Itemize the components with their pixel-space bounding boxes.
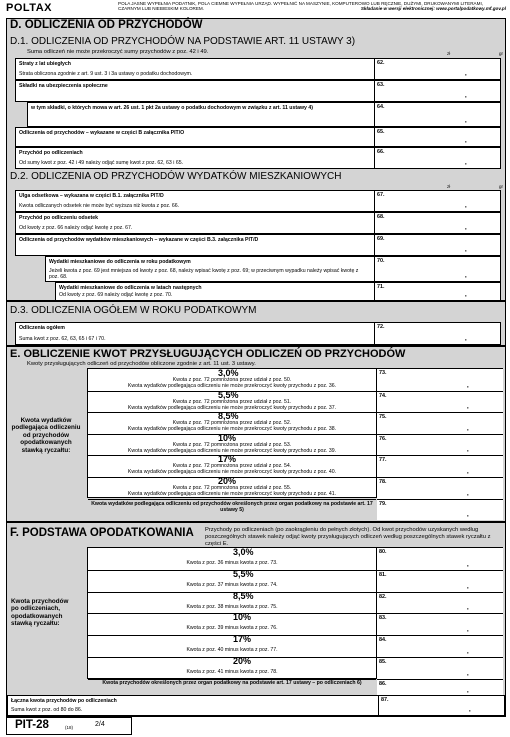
rate-label: 17% [218, 454, 237, 465]
section-d2-title: D.2. ODLICZENIA OD PRZYCHODÓW WYDATKÓW MIESZKANIOWYCH [10, 171, 342, 182]
section-d1-title: D.1. ODLICZENIA OD PRZYCHODÓW NA PODSTAWIE ART. 11 USTAWY 3) [10, 36, 356, 47]
rate-formula: Kwota z poz. 72 pomnożona przez udział z poz. 55. [172, 485, 292, 491]
field-row-63 [15, 80, 501, 102]
amount-field-67[interactable]: 67. , [374, 191, 500, 211]
row-divider [88, 570, 376, 571]
zl-label: zł [447, 51, 451, 56]
amount-field[interactable]: 80. , [377, 548, 503, 570]
page-number: 2/4 [95, 721, 105, 728]
form-code: PIT-28 [15, 719, 49, 731]
notice-text: POLA JASNE WYPEŁNIA PODATNIK, POLA CIEMNE WYPEŁNIA URZĄD. WYPEŁNIĆ NA MASZYNIE, KOMPUTEROWO LUB RĘCZNIE, DUŻYMI, DRUKOWANYMI LITERAMI, CZARNYM LUB NIEBIESKIM KOLOREM. [118, 1, 484, 12]
rate-formula: Kwota z poz. 72 pomnożona przez udział z poz. 51. [172, 398, 292, 405]
row-69-label: Odliczenia od przychodów wydatków mieszkaniowych – wykazane w części B.3. załącznika PIT/D [19, 237, 259, 243]
rate-limit: Kwota wydatków podlegająca odliczeniu nie może przekroczyć kwoty przychodu z poz. 39. [127, 447, 337, 454]
rate-label: 3,0% [233, 547, 254, 557]
field-row-72 [15, 322, 501, 345]
row-66-label: Przychód po odliczeniach [19, 150, 83, 156]
row-87-label: Łączna kwota przychodów po odliczeniach [11, 698, 117, 704]
row-divider [88, 499, 376, 500]
rate-formula: Kwota z poz. 41 minus kwota z poz. 78. [186, 669, 278, 675]
rate-limit: Kwota wydatków podlegająca odliczeniu nie może przekroczyć kwoty przychodu z poz. 41. [127, 491, 337, 497]
amount-field-66[interactable]: 66. , [374, 148, 500, 168]
row-divider [88, 592, 376, 593]
section-e-rates [87, 368, 377, 514]
row-67-label: Ulga odsetkowa – wykazana w części B.1. załącznika PIT/D [19, 193, 164, 199]
rate-formula: Kwota z poz. 37 minus kwota z poz. 74. [186, 581, 278, 588]
row-87-note: Suma kwot z poz. od 80 do 86. [11, 707, 83, 713]
row-71-label: Wydatki mieszkaniowe do odliczenia w latach następnych [59, 285, 202, 291]
form-header [0, 0, 510, 18]
last-f-label: Kwota przychodów określonych przez organ podatkowy na podstawie art. 17 ustawy – po odliczeniach 6) [102, 679, 362, 686]
amount-field-86[interactable]: 86. , [377, 679, 503, 696]
section-d [6, 18, 506, 301]
amount-field[interactable]: 78. , [377, 477, 503, 499]
section-f [6, 522, 506, 717]
field-row-65 [15, 127, 501, 147]
amount-field[interactable]: 83. , [377, 613, 503, 635]
field-row-67 [15, 190, 501, 212]
rate-label: 10% [233, 612, 252, 623]
amount-field[interactable]: 77. , [377, 455, 503, 477]
row-67-note: Kwota odliczanych odsetek nie może być wyższa niż kwota z poz. 66. [19, 203, 180, 209]
section-e-title: E. OBLICZENIE KWOT PRZYSŁUGUJĄCYCH ODLICZEŃ OD PRZYCHODÓW [10, 348, 406, 360]
field-row-69 [15, 234, 501, 256]
rate-limit: Kwota wydatków podlegająca odliczeniu nie może przekroczyć kwoty przychodu z poz. 36. [127, 383, 337, 389]
amount-field-62[interactable]: 62. , [374, 59, 500, 79]
row-70-label: Wydatki mieszkaniowe do odliczenia w roku podatkowym [49, 259, 191, 265]
rate-label: 10% [218, 432, 237, 443]
rate-label: 17% [233, 634, 252, 645]
field-row-71 [55, 282, 501, 301]
section-f-title: F. PODSTAWA OPODATKOWANIA [10, 527, 194, 539]
amount-field[interactable]: 84. , [377, 635, 503, 657]
row-62-note: Strata obliczona zgodnie z art. 9 ust. 3 i 3a ustawy o podatku dochodowym. [19, 71, 193, 77]
rate-label: 8,5% [233, 590, 254, 601]
section-d1-note: Suma odliczeń nie może przekroczyć sumy przychodów z poz. 42 i 49. [27, 49, 209, 55]
section-e-left-label: Kwota wydatków podlegająca odliczeniu od przychodów opodatkowanych stawką ryczałtu: [11, 417, 81, 454]
fill-notice [118, 1, 506, 12]
row-63-label: Składki na ubezpieczenia społeczne [19, 83, 108, 89]
field-row-87 [7, 695, 505, 716]
field-row-62 [15, 58, 501, 80]
field-row-64 [27, 102, 501, 127]
section-e-note: Kwoty przysługujących odliczeń od przychodów obliczone zgodnie z art. 11 ust. 3 ustawy. [27, 361, 256, 367]
section-f-amounts [377, 547, 503, 695]
amount-field[interactable]: 82. , [377, 592, 503, 614]
row-72-note: Suma kwot z poz. 62, 63, 65 i 67 i 70. [19, 336, 106, 342]
amount-field[interactable]: 85. , [377, 657, 503, 679]
row-72-label: Odliczenia ogółem [19, 325, 65, 331]
row-divider [88, 635, 376, 636]
rate-limit: Kwota wydatków podlegająca odliczeniu nie może przekroczyć kwoty przychodu z poz. 40. [127, 469, 337, 476]
row-64-label: w tym składki, o których mowa w art. 26 ust. 1 pkt 2a ustawy o podatku dochodowym w związku z art. 11 ustawy 4) [31, 105, 313, 111]
rate-formula: Kwota z poz. 36 minus kwota z poz. 73. [186, 560, 278, 566]
row-68-note: Od kwoty z poz. 66 należy odjąć kwotę z poz. 67. [19, 225, 133, 231]
rate-formula: Kwota z poz. 72 pomnożona przez udział z poz. 54. [172, 463, 292, 470]
rate-limit: Kwota wydatków podlegająca odliczeniu nie może przekroczyć kwoty przychodu z poz. 37. [127, 404, 337, 411]
amount-field-72[interactable]: 72. , [374, 323, 500, 344]
amount-field[interactable]: 75. , [377, 412, 503, 434]
rate-formula: Kwota z poz. 72 pomnożona przez udział z poz. 50. [172, 377, 292, 383]
amount-field-69[interactable]: 69. , [374, 235, 500, 255]
amount-field[interactable]: 73. , [377, 369, 503, 391]
last-e-label: Kwota wydatków podlegająca odliczeniu od przychodów określonych przez organ podatkowy na podstawie art. 17 ustawy 5) [91, 500, 373, 514]
amount-field[interactable]: 74. , [377, 391, 503, 413]
form-footer [6, 717, 132, 735]
rate-formula: Kwota z poz. 39 minus kwota z poz. 76. [186, 625, 278, 632]
rate-formula: Kwota z poz. 40 minus kwota z poz. 77. [186, 647, 278, 654]
row-66-note: Od sumy kwot z poz. 42 i 49 należy odjąć sumę kwot z poz. 62, 63 i 65. [19, 160, 184, 166]
row-68-label: Przychód po odliczeniu odsetek [19, 215, 98, 221]
row-62-label: Straty z lat ubiegłych [19, 61, 71, 67]
field-row-68 [15, 212, 501, 234]
section-d-title: D. ODLICZENIA OD PRZYCHODÓW [10, 19, 203, 31]
zl-label: zł [447, 184, 451, 189]
amount-field-87[interactable]: 87. , [378, 696, 504, 715]
row-71-note: Od kwoty z poz. 69 należy odjąć kwotę z poz. 70. [59, 292, 173, 298]
rate-label: 3,0% [218, 368, 239, 378]
rate-label: 8,5% [218, 411, 239, 422]
amount-field-71[interactable]: 71. , [374, 283, 500, 300]
section-d3-title: D.3. ODLICZENIA OGÓŁEM W ROKU PODATKOWYM [10, 305, 257, 316]
field-row-70 [45, 256, 501, 282]
amount-field-65[interactable]: 65. , [374, 128, 500, 146]
rate-formula: Kwota z poz. 72 pomnożona przez udział z poz. 53. [172, 441, 292, 448]
electronic-link[interactable]: Składanie w wersji elektronicznej: www.portalpodatkowy.mf.gov.pl [360, 6, 506, 12]
section-f-left-label: Kwota przychodów po odliczeniach, opodatkowanych stawką ryczałtu: [11, 598, 69, 628]
gr-label: gr [499, 184, 504, 189]
row-65-label: Odliczenia od przychodów – wykazane w części B załącznika PIT/O [19, 130, 185, 136]
amount-field-68[interactable]: 68. , [374, 213, 500, 233]
rate-limit: Kwota wydatków podlegająca odliczeniu nie może przekroczyć kwoty przychodu z poz. 38. [127, 426, 337, 433]
rate-label: 5,5% [218, 389, 239, 400]
row-divider [88, 657, 376, 658]
section-e [6, 346, 506, 522]
section-d3 [6, 301, 506, 346]
amount-field[interactable]: 76. , [377, 434, 503, 456]
rate-formula: Kwota z poz. 38 minus kwota z poz. 75. [186, 603, 278, 610]
rate-label: 5,5% [233, 568, 254, 579]
section-f-note: Przychody po odliczeniach (po zaokrągleniu do pełnych złotych). Od kwot przychodów uzyskanych według poszczególnych stawek należy odjąć kwoty przysługujących odliczeń według poszczególnych stawek ryczałtu z części E. [205, 527, 491, 547]
amount-field-70[interactable]: 70. , [374, 257, 500, 281]
amount-field-63[interactable]: 63. , [374, 81, 500, 101]
poltax-logo: POLTAX [6, 2, 52, 14]
amount-field[interactable]: 81. , [377, 570, 503, 592]
form-edition: (18) [65, 725, 74, 730]
section-f-rates [87, 547, 377, 686]
rate-label: 20% [233, 656, 252, 666]
amount-field-64[interactable]: 64. , [374, 103, 500, 126]
amount-field-79[interactable]: 79. , [377, 499, 503, 520]
section-e-amounts [377, 368, 503, 519]
field-row-66 [15, 147, 501, 169]
row-divider [88, 613, 376, 614]
rate-formula: Kwota z poz. 72 pomnożona przez udział z poz. 52. [172, 420, 292, 427]
rate-label: 20% [218, 476, 237, 486]
row-70-note: Jeżeli kwota z poz. 69 jest mniejsza od kwoty z poz. 68, należy wpisać kwotę z poz. 69; w przeciwnym wypadku należy wpisać kwotę z poz. 68. [49, 268, 359, 280]
gr-label: gr [499, 51, 504, 56]
